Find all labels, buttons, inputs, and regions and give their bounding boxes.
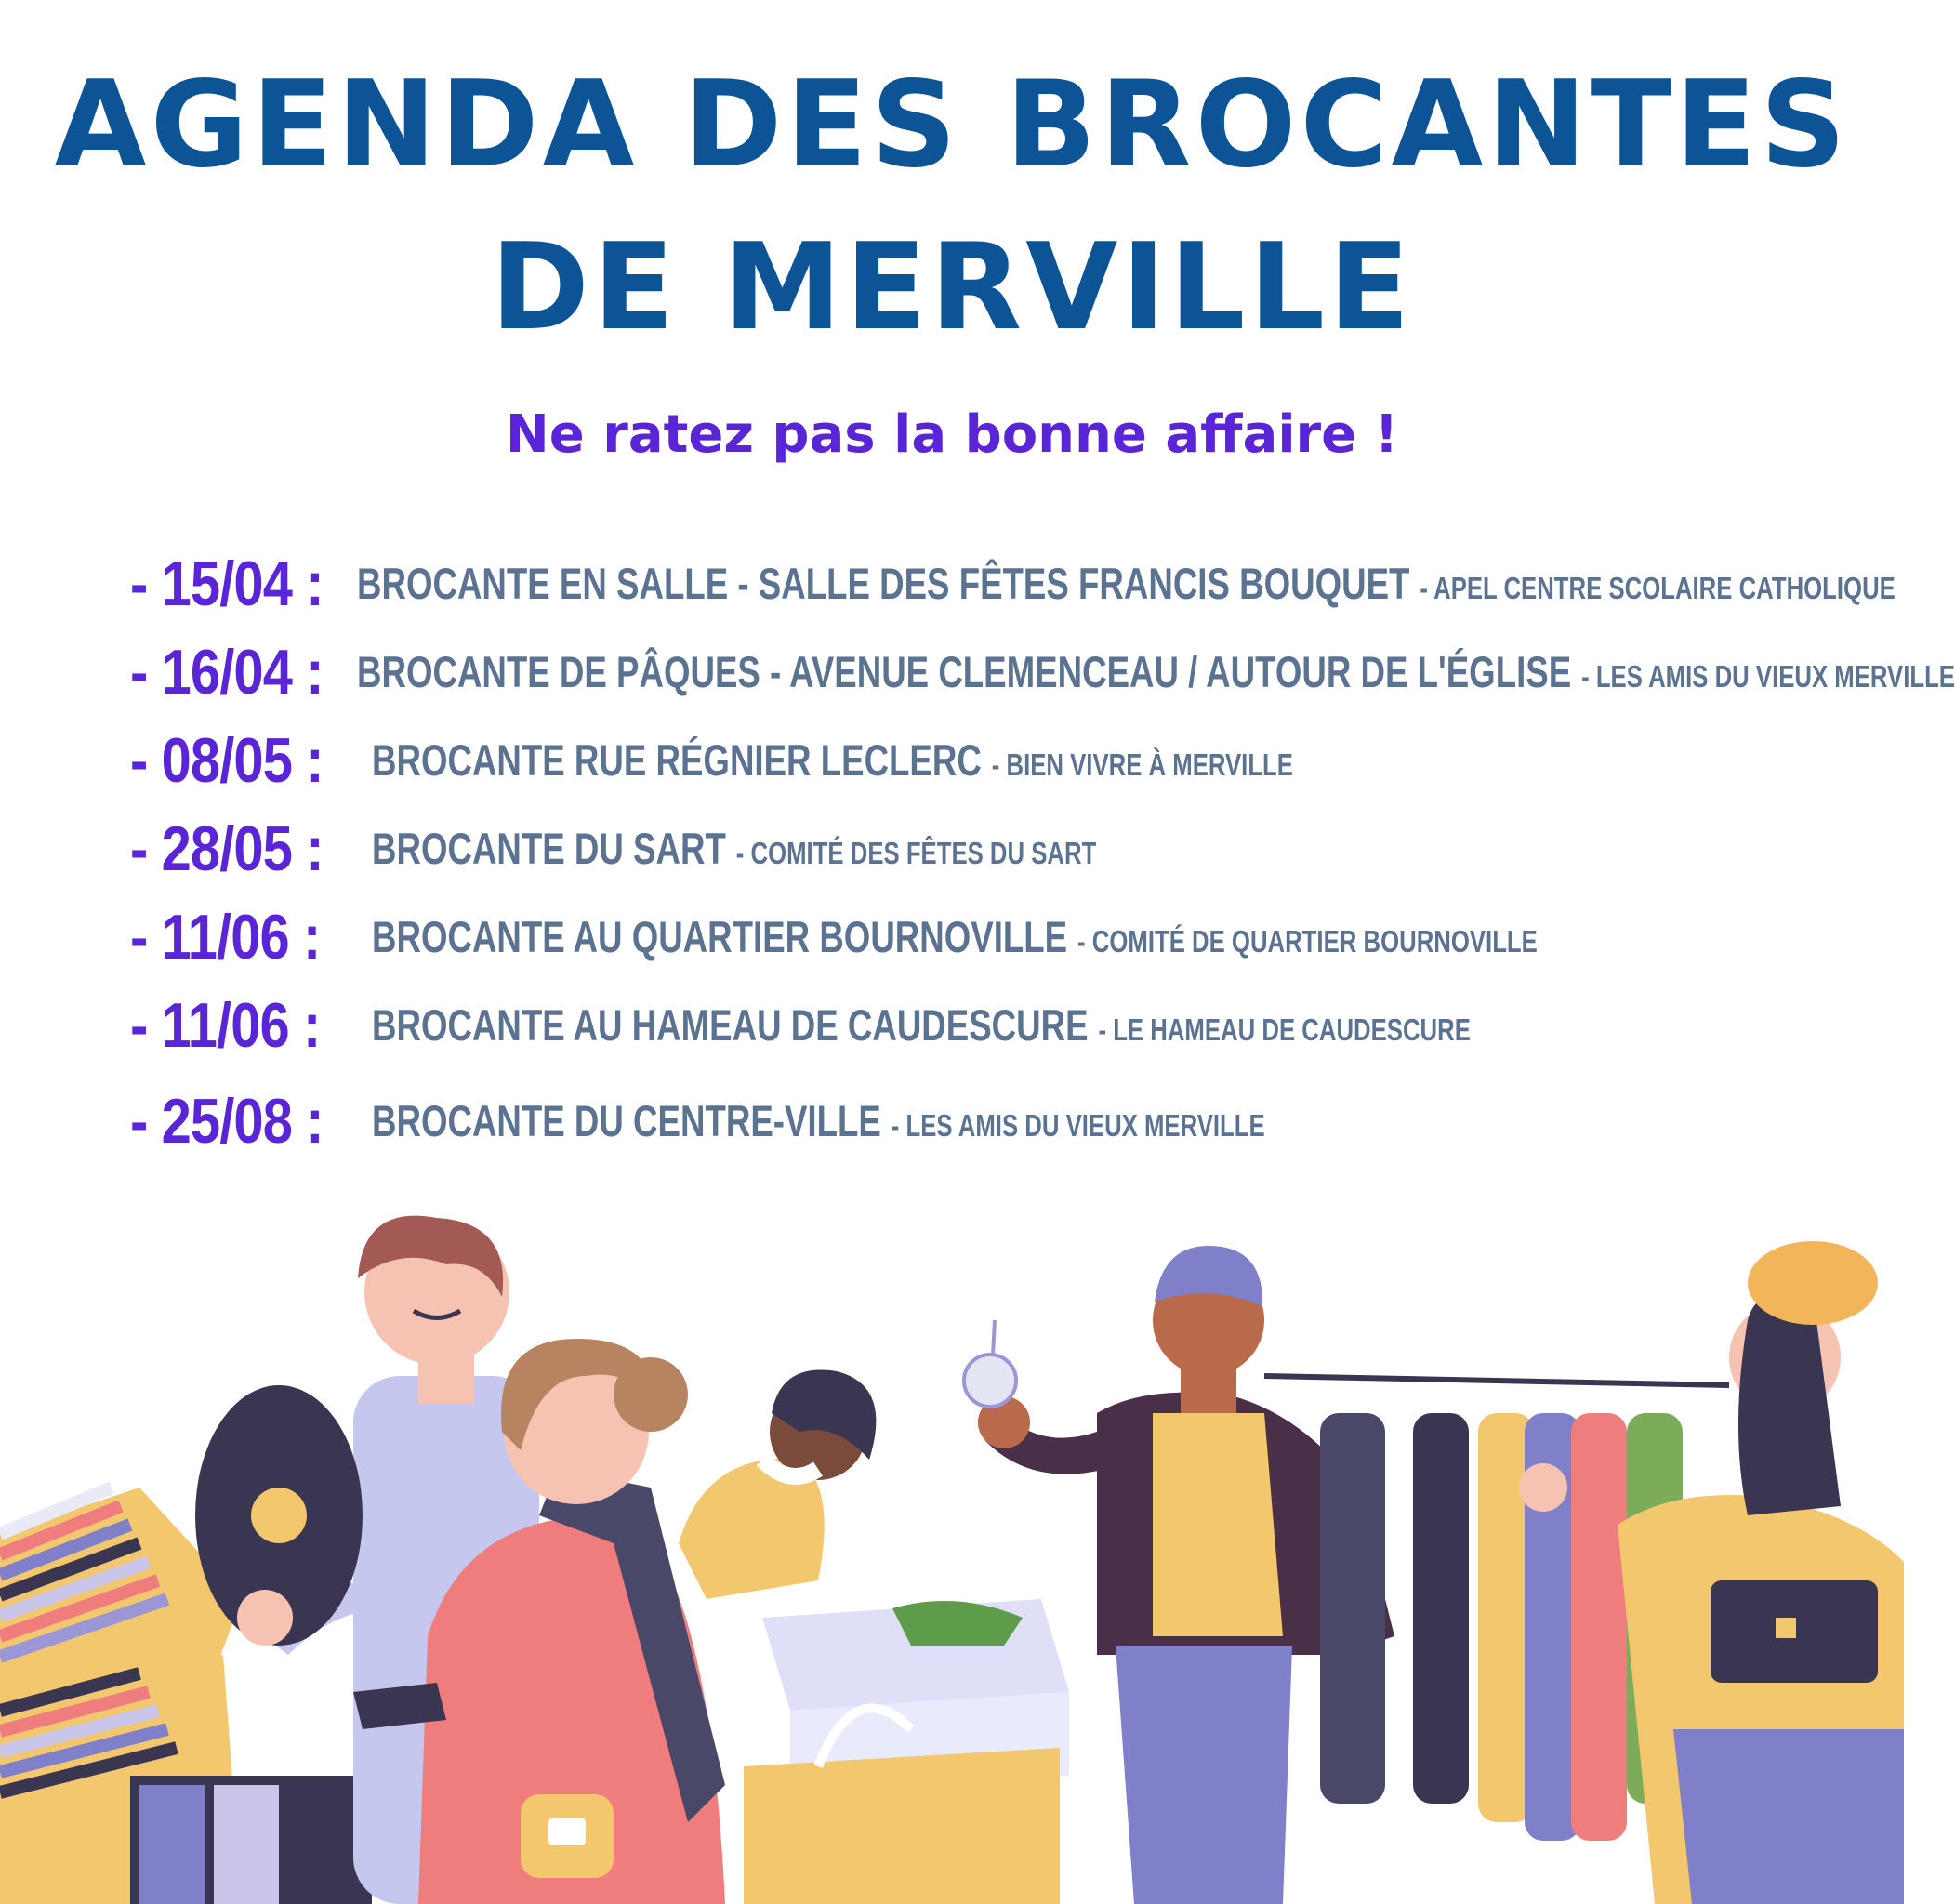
agenda-date: - 16/04 : xyxy=(130,636,324,707)
agenda-item xyxy=(130,804,1896,892)
agenda-item xyxy=(130,981,1896,1069)
agenda-organizer: - LE HAMEAU DE CAUDESCURE xyxy=(1098,1012,1471,1047)
agenda-date: - 28/05 : xyxy=(130,813,324,884)
agenda-event: BROCANTE AU QUARTIER BOURNOVILLE xyxy=(372,912,1068,961)
agenda-item xyxy=(130,539,1896,628)
agenda-organizer: - COMITÉ DES FÊTES DU SART xyxy=(735,836,1097,870)
agenda-event: BROCANTE DU SART xyxy=(372,824,726,873)
agenda-date: - 25/08 : xyxy=(130,1085,324,1157)
agenda-event: BROCANTE AU HAMEAU DE CAUDESCURE xyxy=(372,1000,1089,1050)
page-title-line2: DE MERVILLE xyxy=(490,218,1414,357)
agenda-date: - 11/06 : xyxy=(130,989,321,1061)
agenda-event: BROCANTE RUE RÉGNIER LECLERC xyxy=(372,735,982,785)
agenda-date: - 08/05 : xyxy=(130,724,324,796)
agenda-item xyxy=(130,892,1896,981)
agenda-item xyxy=(130,1077,1896,1165)
agenda-event: BROCANTE DU CENTRE-VILLE xyxy=(372,1096,881,1145)
agenda-organizer: - LES AMIS DU VIEUX MERVILLE xyxy=(891,1108,1265,1143)
subtitle: Ne ratez pas la bonne affaire ! xyxy=(505,404,1399,465)
agenda-organizer: - APEL CENTRE SCOLAIRE CATHOLIQUE xyxy=(1420,571,1896,605)
agenda-event: BROCANTE DE PÂQUES - AVENUE CLEMENCEAU / AUTOUR DE L'ÉGLISE xyxy=(357,647,1572,696)
page-title-line1: AGENDA DES BROCANTES xyxy=(54,56,1850,194)
flea-market-illustration xyxy=(0,1209,1904,1904)
agenda-organizer: - LES AMIS DU VIEUX MERVILLE xyxy=(1581,659,1955,694)
agenda-date: - 15/04 : xyxy=(130,548,324,619)
agenda-event: BROCANTE EN SALLE - SALLE DES FÊTES FRANCIS BOUQUET xyxy=(357,559,1410,608)
agenda-organizer: - COMITÉ DE QUARTIER BOURNOVILLE xyxy=(1077,924,1538,959)
agenda-list xyxy=(130,539,1955,1165)
agenda-item xyxy=(130,716,1896,804)
agenda-organizer: - BIEN VIVRE À MERVILLE xyxy=(991,747,1293,782)
agenda-date: - 11/06 : xyxy=(130,901,321,972)
agenda-item xyxy=(130,628,1955,716)
